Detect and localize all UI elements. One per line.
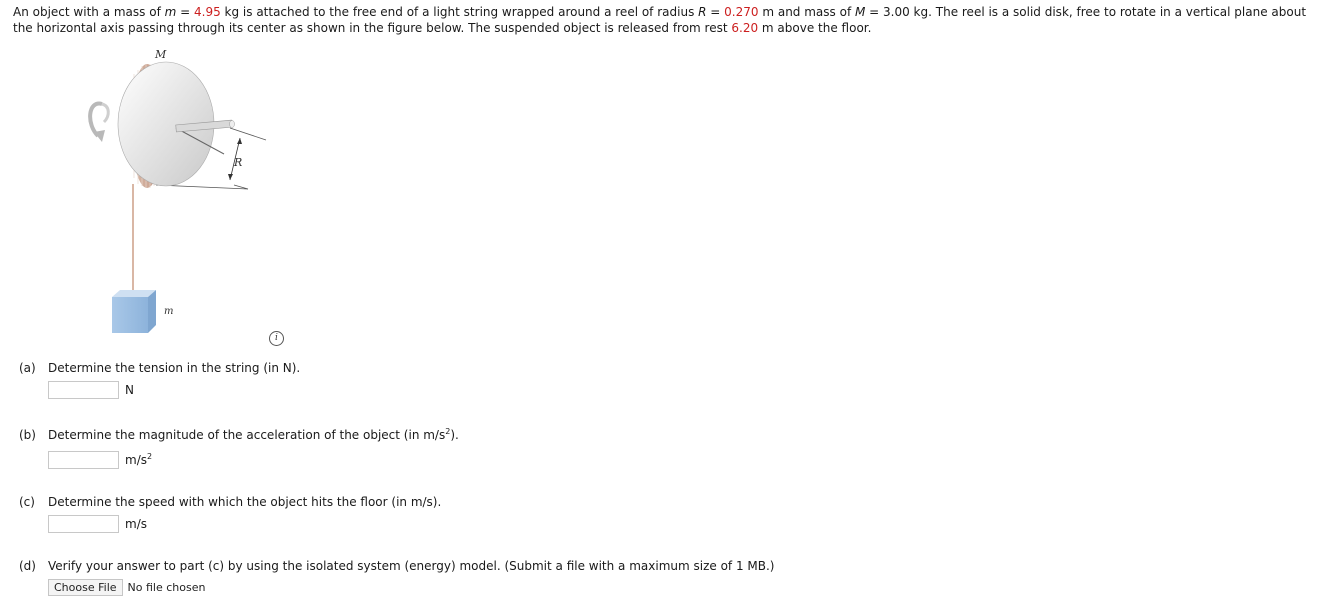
mass-symbol: m — [164, 5, 177, 19]
problem-text: = 3.00 kg. The reel is a solid disk, free to rotate in a vertical plane about the horizontal axis passing through its center as shown in the figure below. The suspended object is released from rest — [13, 5, 1307, 35]
part-a-text: Determine the tension in the string (in N). — [48, 361, 301, 375]
object-mass-label: m — [164, 306, 174, 317]
part-b-text-sup: 2 — [445, 427, 451, 436]
part-a-label: (a) — [19, 361, 36, 375]
part-c-input[interactable] — [48, 515, 119, 533]
part-b-text-end: ). — [450, 428, 459, 442]
part-b-label: (b) — [19, 428, 36, 442]
radius-symbol: R — [698, 5, 707, 19]
radius-label: R — [234, 156, 243, 169]
part-b-question — [19, 428, 459, 442]
part-d-file-upload — [48, 579, 205, 596]
problem-text: m and mass of — [758, 5, 855, 19]
problem-text: m above the floor. — [758, 21, 872, 35]
height-value: 6.20 — [731, 21, 759, 35]
problem-text: = — [176, 5, 194, 19]
part-a-answer — [48, 380, 134, 400]
problem-statement — [13, 4, 1313, 36]
rotation-arrow-icon — [90, 104, 108, 142]
part-a-question — [19, 361, 300, 375]
reel-mass-symbol: M — [854, 5, 866, 19]
part-d-label: (d) — [19, 559, 36, 573]
mass-value: 4.95 — [194, 5, 221, 19]
problem-text: kg is attached to the free end of a light string wrapped around a reel of radius — [220, 5, 699, 19]
problem-text: An object with a mass of — [13, 5, 165, 19]
part-d-text: Verify your answer to part (c) by using the isolated system (energy) model. (Submit a file with a maximum size of 1 MB.) — [48, 559, 775, 573]
choose-file-button[interactable]: Choose File — [48, 579, 123, 596]
part-c-answer — [48, 514, 147, 534]
reel-mass-label: M — [155, 48, 167, 61]
part-b-unit-sup: 2 — [146, 452, 153, 461]
file-status: No file chosen — [127, 581, 206, 594]
part-d-question — [19, 559, 775, 573]
part-c-unit: m/s — [125, 517, 147, 531]
part-c-label: (c) — [19, 495, 35, 509]
hanging-mass — [112, 290, 156, 333]
part-b-input[interactable] — [48, 451, 119, 469]
problem-text: = — [706, 5, 725, 19]
info-icon[interactable]: i — [269, 331, 284, 346]
part-b-unit-text: m/s — [125, 453, 147, 467]
part-b-answer — [48, 450, 152, 470]
reel-figure — [80, 44, 300, 344]
part-c-question — [19, 495, 441, 509]
part-b-text: Determine the magnitude of the acceleration of the object (in m/s — [48, 428, 446, 442]
radius-value: 0.270 — [724, 5, 759, 19]
part-b-unit — [125, 453, 152, 467]
part-c-text: Determine the speed with which the object hits the floor (in m/s). — [48, 495, 442, 509]
part-a-input[interactable] — [48, 381, 119, 399]
part-a-unit: N — [125, 383, 134, 397]
reel-diagram — [80, 44, 300, 344]
